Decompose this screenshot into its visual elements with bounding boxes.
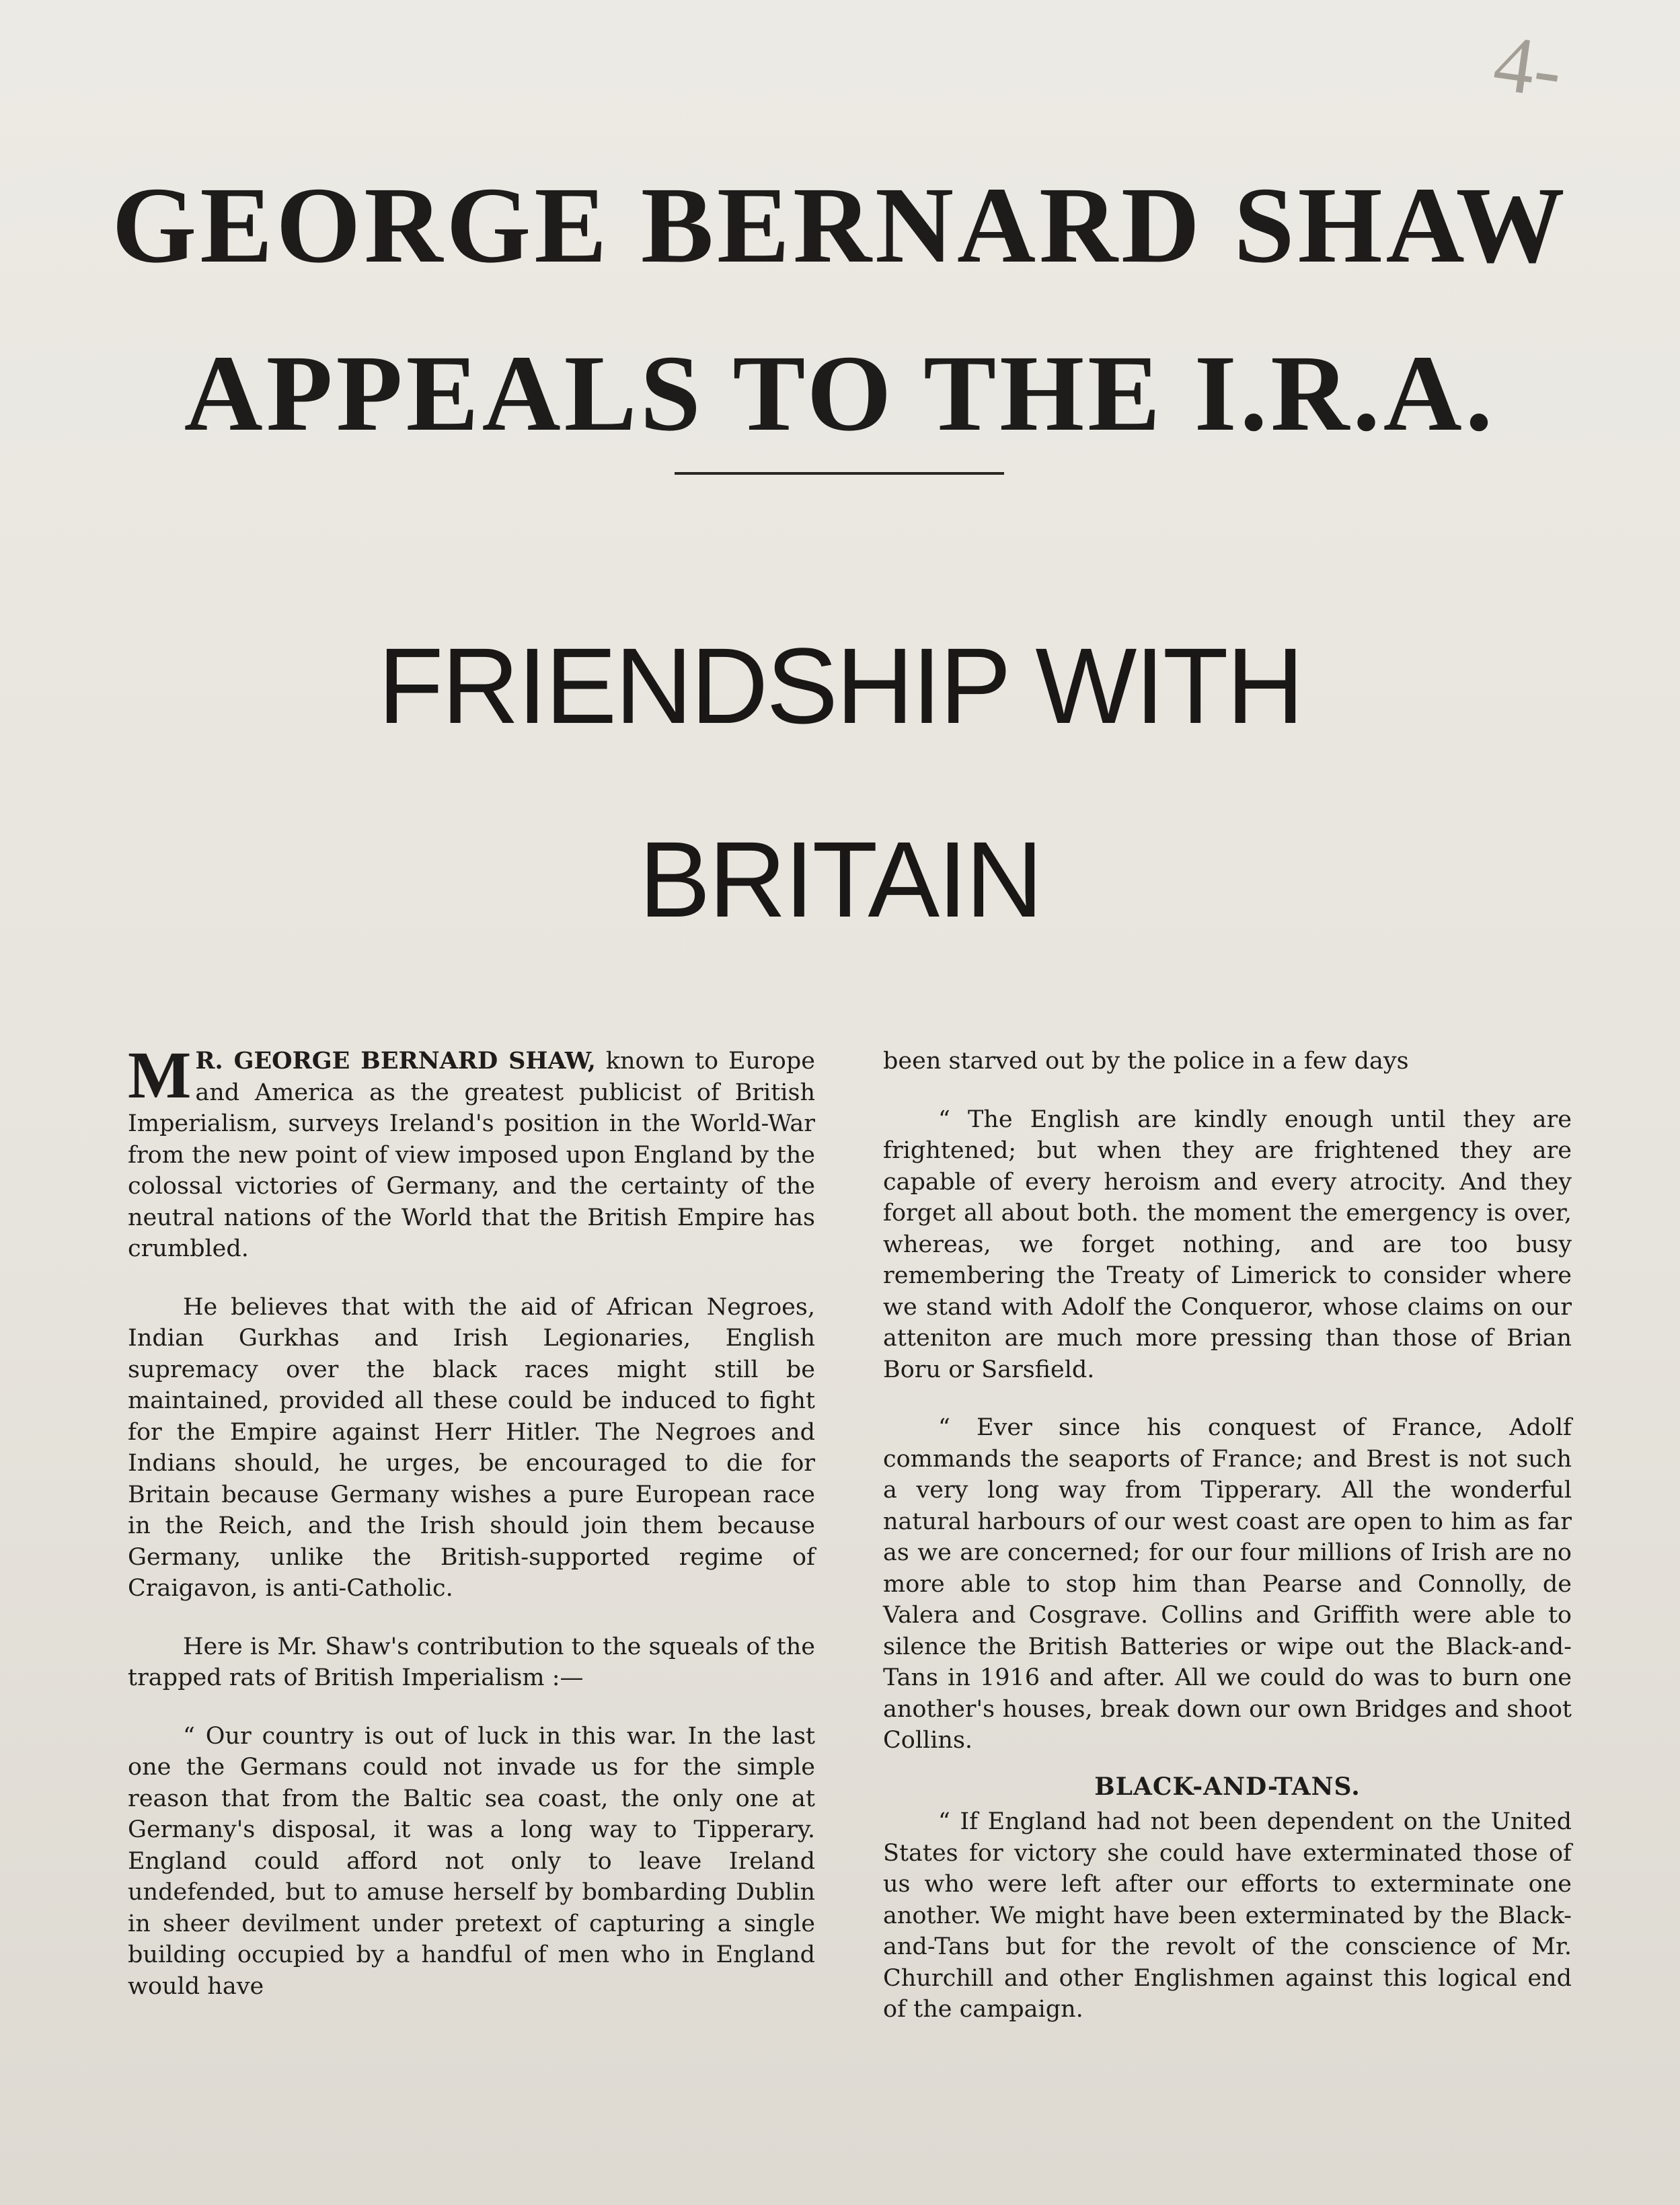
drop-cap: M — [128, 1038, 192, 1112]
paragraph-continued: been starved out by the police in a few days — [883, 1048, 1409, 1075]
paragraph-quote-france: “ Ever since his conquest of France, Adolf commands the seaports of France; and Brest is not such a very long way from Tipperary. All the wonderful natural harbours of our west coast are open to him as far as we are concerned; for our four millions of Irish are no more able to stop him than Pearse and Connolly, de Valera and Cosgrave. Collins and Griffith were able to silence the British Batteries or wipe out the Black-and-Tans in 1916 and after. All we could do was to burn one another's houses, break down our own Bridges and shoot Collins. — [883, 1414, 1572, 1754]
paragraph-quote-english: “ The English are kindly enough until they are frightened; but when they are frightened they are capable of every heroism and every atrocity. And they forget all about both. the moment the emergency is over, whereas, we forget nothing, and are too busy remembering the Treaty of Limerick to consider where we stand with Adolf the Conqueror, whose claims on our atteniton are much more pressing than those of Brian Boru or Sarsfield. — [883, 1106, 1572, 1383]
article-column-right — [883, 1046, 1572, 2025]
title-divider — [675, 472, 1004, 475]
paragraph-beliefs: He believes that with the aid of African Negroes, Indian Gurkhas and Irish Legionaries, English supremacy over the black races might still be maintained, provided all these could be induced to fight for the Empire against Herr Hitler. The Negroes and Indians should, he urges, be encouraged to die for Britain because Germany wishes a pure European race in the Reich, and the Irish should join them because Germany, unlike the British-supported regime of Craigavon, is anti-Catholic. — [128, 1293, 815, 1602]
paragraph-contribution: Here is Mr. Shaw's contribution to the squeals of the trapped rats of British Imperialism :— — [128, 1633, 815, 1691]
paragraph-quote-luck: “ Our country is out of luck in this war. In the last one the Germans could not invade us for the simple reason that from the Baltic sea coast, the only one at Germany's disposal, it was a long way to Tipperary. England could afford not only to leave Ireland undefended, but to amuse herself by bombarding Dublin in sheer devilment under pretext of capturing a single building occupied by a handful of men who in England would have — [128, 1722, 815, 2000]
paragraph-intro-text: known to Europe and America as the greatest publicist of British Imperialism, surveys Ireland's position in the World-War from the new point of view imposed upon England by the colossal victories of Germany, and the certainty of the neutral nations of the World that the British Empire has crumbled. — [128, 1048, 815, 1262]
article-column-left — [128, 1038, 815, 2002]
lead-in: R. GEORGE BERNARD SHAW, — [195, 1047, 596, 1075]
section-heading: BLACK-AND-TANS. — [1094, 1772, 1361, 1801]
page-number-mark: 4- — [1488, 17, 1568, 116]
headline-line-1: GEORGE BERNARD SHAW — [112, 165, 1568, 286]
headline-line-2: APPEALS TO THE I.R.A. — [184, 334, 1496, 454]
paragraph-intro — [128, 1038, 815, 1265]
subheadline-line-2: BRITAIN — [638, 819, 1042, 939]
subheadline-line-1: FRIENDSHIP WITH — [377, 625, 1303, 746]
paragraph-quote-united-states: “ If England had not been dependent on the United States for victory she could have exterminated those of us who were left after our efforts to exterminate one another. We might have been exterminated by the Black-and-Tans but for the revolt of the conscience of Mr. Churchill and other Englishmen against this logical end of the campaign. — [883, 1808, 1572, 2023]
